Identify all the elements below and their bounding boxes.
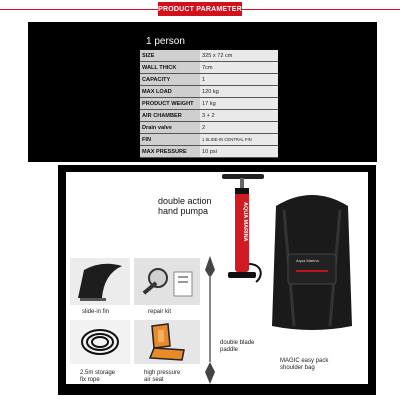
header-title: PRODUCT PARAMETER — [158, 5, 242, 13]
spec-value: 10 psi — [200, 146, 278, 158]
spec-key: PRODUCT WEIGHT — [140, 98, 200, 110]
bag-label — [280, 358, 328, 372]
rope-image — [70, 320, 130, 364]
spec-row — [140, 122, 278, 134]
pump-label-line1: double action — [158, 196, 212, 206]
pump-brand-text: AQUA MARINA — [242, 202, 248, 242]
repair-kit-label: repair kit — [148, 309, 172, 315]
paddle-label — [220, 340, 254, 354]
fin-label: slide-in fin — [82, 309, 110, 315]
header-rule-left — [0, 9, 158, 10]
fin-thumb — [70, 258, 130, 305]
repair-kit-thumb — [134, 258, 200, 305]
patch-card — [174, 272, 192, 296]
spec-key: MAX PRESSURE — [140, 146, 200, 158]
paddle-label-line1: double blade — [220, 340, 255, 346]
pump-base — [228, 272, 256, 278]
spec-key: Drain valve — [140, 122, 200, 134]
hand-pump-image — [218, 172, 268, 290]
seat-cushion — [150, 348, 184, 360]
spec-row — [140, 146, 278, 158]
paddle-image — [202, 256, 218, 384]
patch-text-line — [178, 281, 188, 283]
spec-row — [140, 86, 278, 98]
paddle-label-line2: paddle — [220, 347, 239, 353]
header-rule-right — [242, 9, 400, 10]
fin-image — [70, 258, 130, 305]
rope-thumb — [70, 320, 130, 364]
spec-row — [140, 50, 278, 62]
spec-value: 7cm — [200, 62, 278, 74]
spec-value: 120 kg — [200, 86, 278, 98]
repair-kit-image — [134, 258, 200, 305]
header-banner — [158, 2, 242, 16]
paddle-blade-top — [205, 256, 215, 278]
spec-row — [140, 74, 278, 86]
spec-key: AIR CHAMBER — [140, 110, 200, 122]
spec-key: FIN — [140, 134, 200, 146]
spec-row — [140, 98, 278, 110]
seat-label-line1: high pressure — [144, 370, 181, 376]
fin-base — [80, 298, 106, 301]
paddle-blade-bottom — [205, 362, 215, 384]
seat-label — [144, 370, 180, 384]
pump-cap — [235, 188, 249, 194]
spec-title: 1 person — [146, 36, 185, 47]
paddle-shaft — [209, 276, 211, 362]
spec-row — [140, 134, 278, 146]
bag-brand-text: Aqua Marina — [296, 258, 319, 263]
spec-value: 3 + 2 — [200, 110, 278, 122]
spec-key: SIZE — [140, 50, 200, 62]
spec-value: 2 — [200, 122, 278, 134]
patch-text-line — [178, 276, 188, 278]
pump-label-line2: hand pumpa — [158, 206, 209, 216]
spec-value: 17 kg — [200, 98, 278, 110]
spec-key: CAPACITY — [140, 74, 200, 86]
spec-row — [140, 110, 278, 122]
spec-row — [140, 62, 278, 74]
bag-label-line2: shoulder bag — [280, 365, 315, 371]
seat-label-line2: air seat — [144, 377, 164, 383]
seat-image — [134, 320, 200, 364]
bag-label-line1: MAGIC easy pack — [280, 358, 329, 364]
spec-table — [140, 50, 278, 158]
shoulder-bag-image — [264, 176, 360, 336]
rope-label-line1: 2.5m storage — [80, 370, 116, 376]
pump-shaft — [240, 178, 244, 188]
spec-value: 325 x 72 cm — [200, 50, 278, 62]
rope-label-line2: fix rope — [80, 377, 100, 383]
rope-coil — [92, 337, 108, 347]
spec-value: 1 SLIDE-IN CENTRAL FIN — [200, 134, 278, 146]
seat-panel — [158, 330, 164, 342]
spec-key: MAX LOAD — [140, 86, 200, 98]
fin-shape — [78, 264, 122, 298]
pump-label — [158, 196, 212, 216]
seat-thumb — [134, 320, 200, 364]
spec-key: WALL THICK — [140, 62, 200, 74]
spec-value: 1 — [200, 74, 278, 86]
rope-label — [80, 370, 115, 384]
bag-stripe — [296, 270, 328, 272]
